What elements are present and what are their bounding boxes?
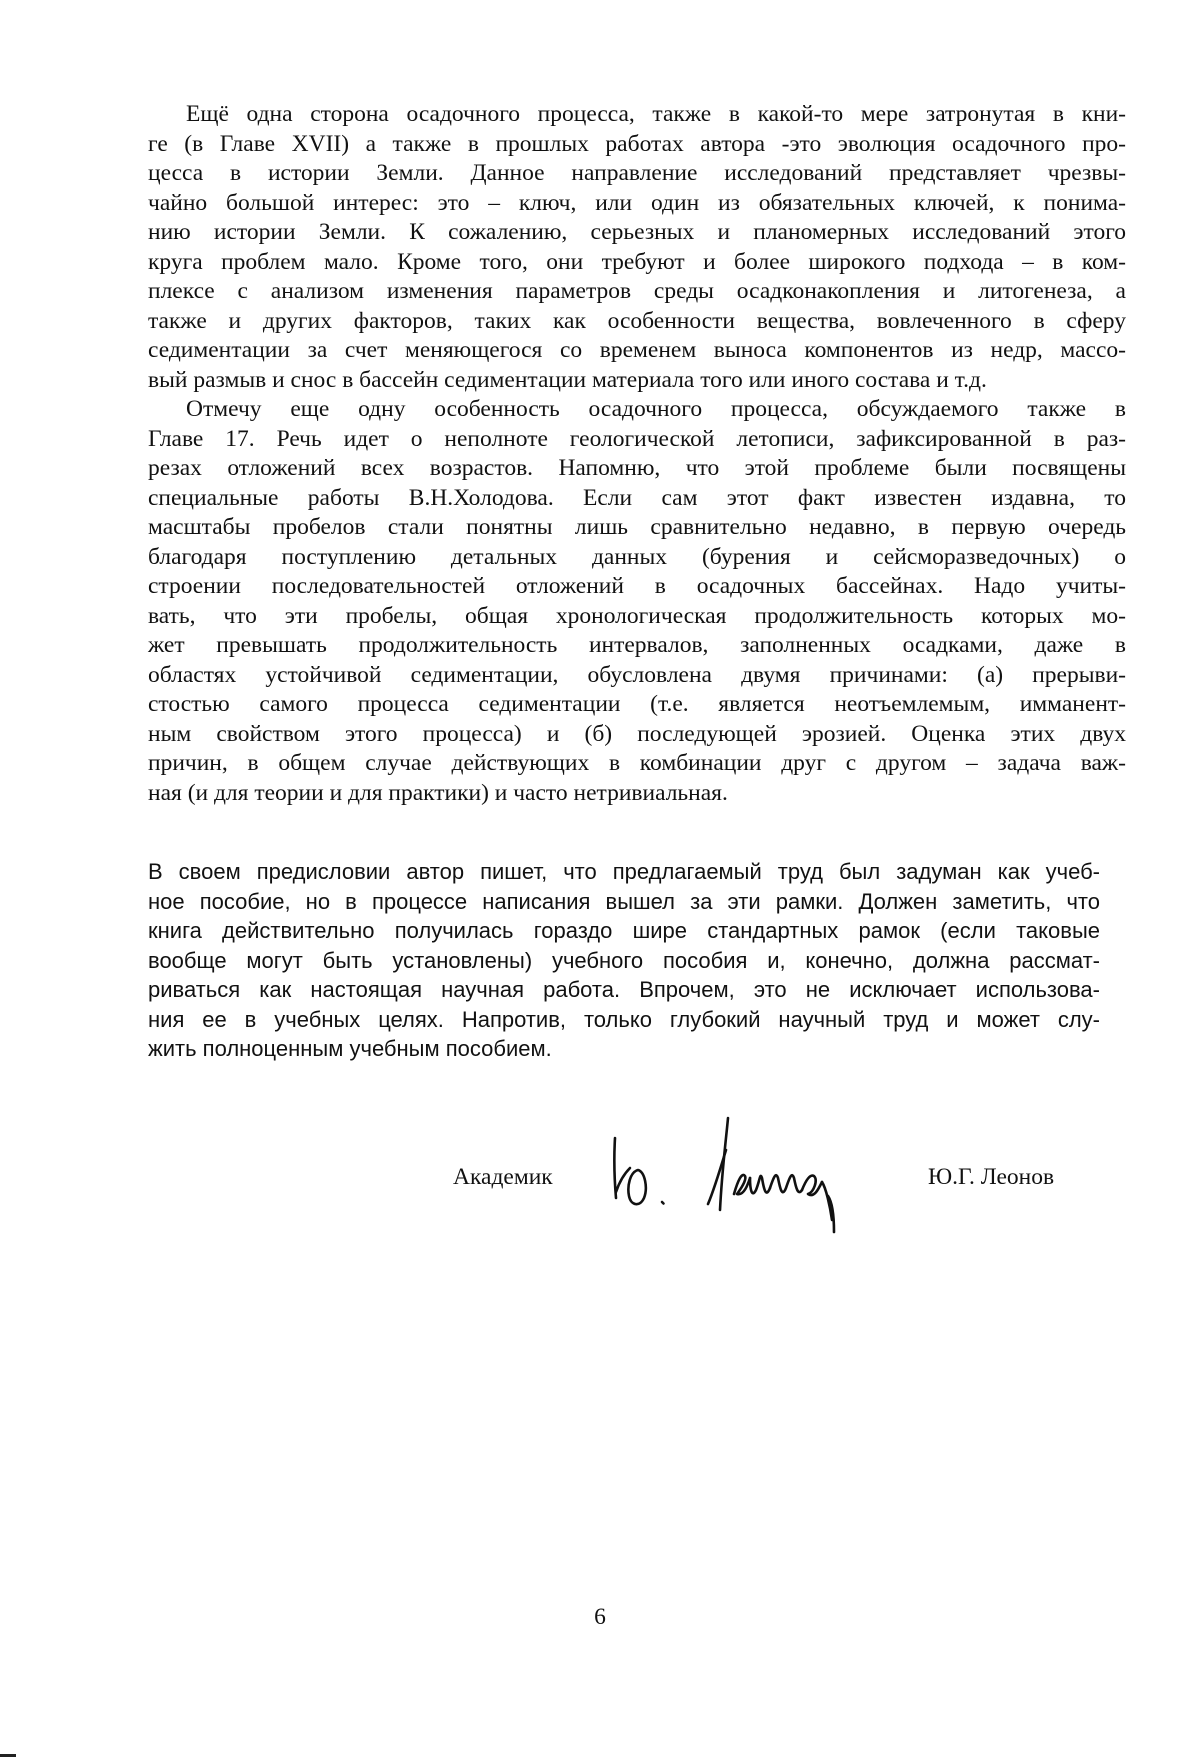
text-line: Главе 17. Речь идет о неполноте геологической летописи, зафиксированной в раз- xyxy=(148,425,1126,452)
paragraph-1 xyxy=(148,100,1126,395)
text-line: вать, что эти пробелы, общая хронологическая продолжительность которых мо- xyxy=(148,602,1126,629)
text-line: благодаря поступлению детальных данных (бурения и сейсморазведочных) о xyxy=(148,543,1126,570)
text-line: стостью самого процесса седиментации (т.е. является неотъемлемым, имманент- xyxy=(148,691,1126,717)
text-line: жет превышать продолжительность интервалов, заполненных осадками, даже в xyxy=(148,632,1126,658)
text-line: специальные работы В.Н.Холодова. Если сам этот факт известен издавна, то xyxy=(148,484,1126,511)
signature-title: Академик xyxy=(453,1164,553,1190)
body-text xyxy=(148,100,1126,808)
text-line: Отмечу еще одну особенность осадочного процесса, обсуждаемого также в xyxy=(186,396,1126,422)
text-line: чайно большой интерес: это – ключ, или один из обязательных ключей, к понима- xyxy=(148,189,1126,216)
text-line: резах отложений всех возрастов. Напомню, что этой проблеме были посвящены xyxy=(148,455,1126,481)
text-line: также и других факторов, таких как особенности вещества, вовлеченного в сферу xyxy=(148,307,1126,334)
page-number: 6 xyxy=(594,1604,606,1630)
text-line: ным свойством этого процесса) и (б) последующей эрозией. Оценка этих двух xyxy=(148,720,1126,747)
scan-edge-mark xyxy=(0,1754,16,1757)
text-line: цесса в истории Земли. Данное направление исследований представляет чрезвы- xyxy=(148,160,1126,186)
text-line: В своем предисловии автор пишет, что предлагаемый труд был задуман как учеб- xyxy=(148,859,1100,884)
paragraph-2 xyxy=(148,395,1126,808)
text-line: масштабы пробелов стали понятны лишь сравнительно недавно, в первую очередь xyxy=(148,514,1126,540)
text-line: вый размыв и снос в бассейн седиментации материала того или иного состава и т.д. xyxy=(148,366,987,393)
text-line: жить полноценным учебным пособием. xyxy=(148,1036,552,1061)
text-line: вообще могут быть установлены) учебного пособия и, конечно, должна рассмат- xyxy=(148,947,1100,973)
text-line: седиментации за счет меняющегося со временем выноса компонентов из недр, массо- xyxy=(148,337,1126,363)
text-line: нию истории Земли. К сожалению, серьезных и планомерных исследований этого xyxy=(148,219,1126,245)
handwritten-signature xyxy=(610,1110,900,1245)
paragraph-3 xyxy=(148,857,1100,1064)
text-line: Ещё одна сторона осадочного процесса, также в какой-то мере затронутая в кни- xyxy=(186,101,1126,127)
text-line: областях устойчивой седиментации, обусловлена двумя причинами: (а) прерыви- xyxy=(148,661,1126,688)
text-line: ния ее в учебных целях. Напротив, только глубокий научный труд и может слу- xyxy=(148,1006,1100,1032)
text-line: ная (и для теории и для практики) и часто нетривиальная. xyxy=(148,779,728,806)
text-line: плексе с анализом изменения параметров среды осадконакопления и литогенеза, а xyxy=(148,278,1126,304)
text-line: круга проблем мало. Кроме того, они требуют и более широкого подхода – в ком- xyxy=(148,248,1126,275)
text-line: строении последовательностей отложений в осадочных бассейнах. Надо учиты- xyxy=(148,573,1126,599)
signature-name: Ю.Г. Леонов xyxy=(928,1164,1055,1190)
text-line: ное пособие, но в процессе написания вышел за эти рамки. Должен заметить, что xyxy=(148,888,1100,914)
signature-block xyxy=(0,1100,1200,1250)
text-line: ге (в Главе XVII) а также в прошлых работах автора -это эволюция осадочного про- xyxy=(148,130,1126,157)
text-line: причин, в общем случае действующих в комбинации друг с другом – задача важ- xyxy=(148,750,1126,776)
text-line: риваться как настоящая научная работа. Впрочем, это не исключает использова- xyxy=(148,977,1100,1002)
text-line: книга действительно получилась гораздо шире стандартных рамок (если таковые xyxy=(148,918,1100,943)
